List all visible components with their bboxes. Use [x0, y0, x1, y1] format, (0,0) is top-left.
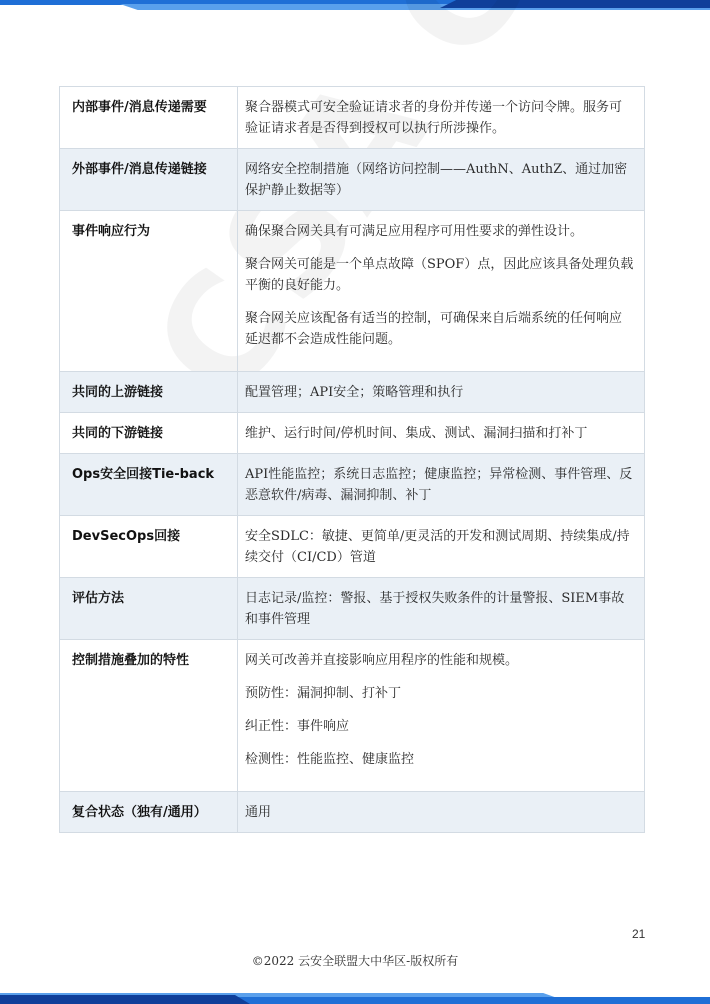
value-paragraph: 聚合网关可能是一个单点故障（SPOF）点，因此应该具备处理负载平衡的良好能力。 — [245, 257, 634, 293]
row-value — [238, 372, 645, 413]
table-row — [60, 149, 645, 211]
row-value — [238, 413, 645, 454]
value-paragraph: 维护、运行时间/停机时间、集成、测试、漏洞扫描和打补丁 — [245, 426, 588, 441]
row-value — [238, 640, 645, 792]
table-row — [60, 516, 645, 578]
row-value — [238, 149, 645, 211]
table-row — [60, 454, 645, 516]
row-value — [238, 211, 645, 372]
row-label: DevSecOps回接 — [60, 516, 238, 578]
control-table — [59, 86, 645, 833]
row-value — [238, 792, 645, 833]
table-row — [60, 211, 645, 372]
row-label: 外部事件/消息传递链接 — [60, 149, 238, 211]
copyright-footer: ©2022 云安全联盟大中华区-版权所有 — [251, 954, 459, 968]
page-number: 21 — [632, 927, 646, 941]
row-label: 共同的下游链接 — [60, 413, 238, 454]
value-paragraph: 聚合器模式可安全验证请求者的身份并传递一个访问令牌。服务可验证请求者是否得到授权可以执行所涉操作。 — [245, 100, 623, 136]
row-label: 复合状态（独有/通用） — [60, 792, 238, 833]
value-paragraph: 检测性：性能监控、健康监控 — [245, 752, 415, 767]
row-value — [238, 87, 645, 149]
footer-decoration-bar — [0, 990, 710, 1004]
value-paragraph: 网络安全控制措施（网络访问控制——AuthN、AuthZ、通过加密保护静止数据等） — [245, 162, 628, 198]
value-paragraph: 聚合网关应该配备有适当的控制，可确保来自后端系统的任何响应延迟都不会造成性能问题。 — [245, 311, 623, 347]
row-label: 内部事件/消息传递需要 — [60, 87, 238, 149]
row-value — [238, 454, 645, 516]
table-row — [60, 578, 645, 640]
value-paragraph: 纠正性：事件响应 — [245, 719, 350, 734]
value-paragraph: 安全SDLC：敏捷、更简单/更灵活的开发和测试周期、持续集成/持续交付（CI/CD）管道 — [245, 529, 630, 565]
row-label: 事件响应行为 — [60, 211, 238, 372]
table-row — [60, 413, 645, 454]
value-paragraph: 网关可改善并直接影响应用程序的性能和规模。 — [245, 653, 519, 668]
table-row — [60, 87, 645, 149]
row-label: Ops安全回接Tie-back — [60, 454, 238, 516]
row-value — [238, 578, 645, 640]
value-paragraph: 预防性：漏洞抑制、打补丁 — [245, 686, 402, 701]
row-label: 控制措施叠加的特性 — [60, 640, 238, 792]
row-label: 共同的上游链接 — [60, 372, 238, 413]
table-row — [60, 792, 645, 833]
value-paragraph: 通用 — [245, 805, 272, 820]
value-paragraph: 日志记录/监控：警报、基于授权失败条件的计量警报、SIEM事故和事件管理 — [245, 591, 625, 627]
table-row — [60, 372, 645, 413]
row-label: 评估方法 — [60, 578, 238, 640]
row-value — [238, 516, 645, 578]
value-paragraph: API性能监控；系统日志监控；健康监控；异常检测、事件管理、反恶意软件/病毒、漏洞抑制、补丁 — [245, 467, 633, 503]
value-paragraph: 确保聚合网关具有可满足应用程序可用性要求的弹性设计。 — [245, 224, 584, 239]
table-row — [60, 640, 645, 792]
value-paragraph: 配置管理；API安全；策略管理和执行 — [245, 385, 464, 400]
